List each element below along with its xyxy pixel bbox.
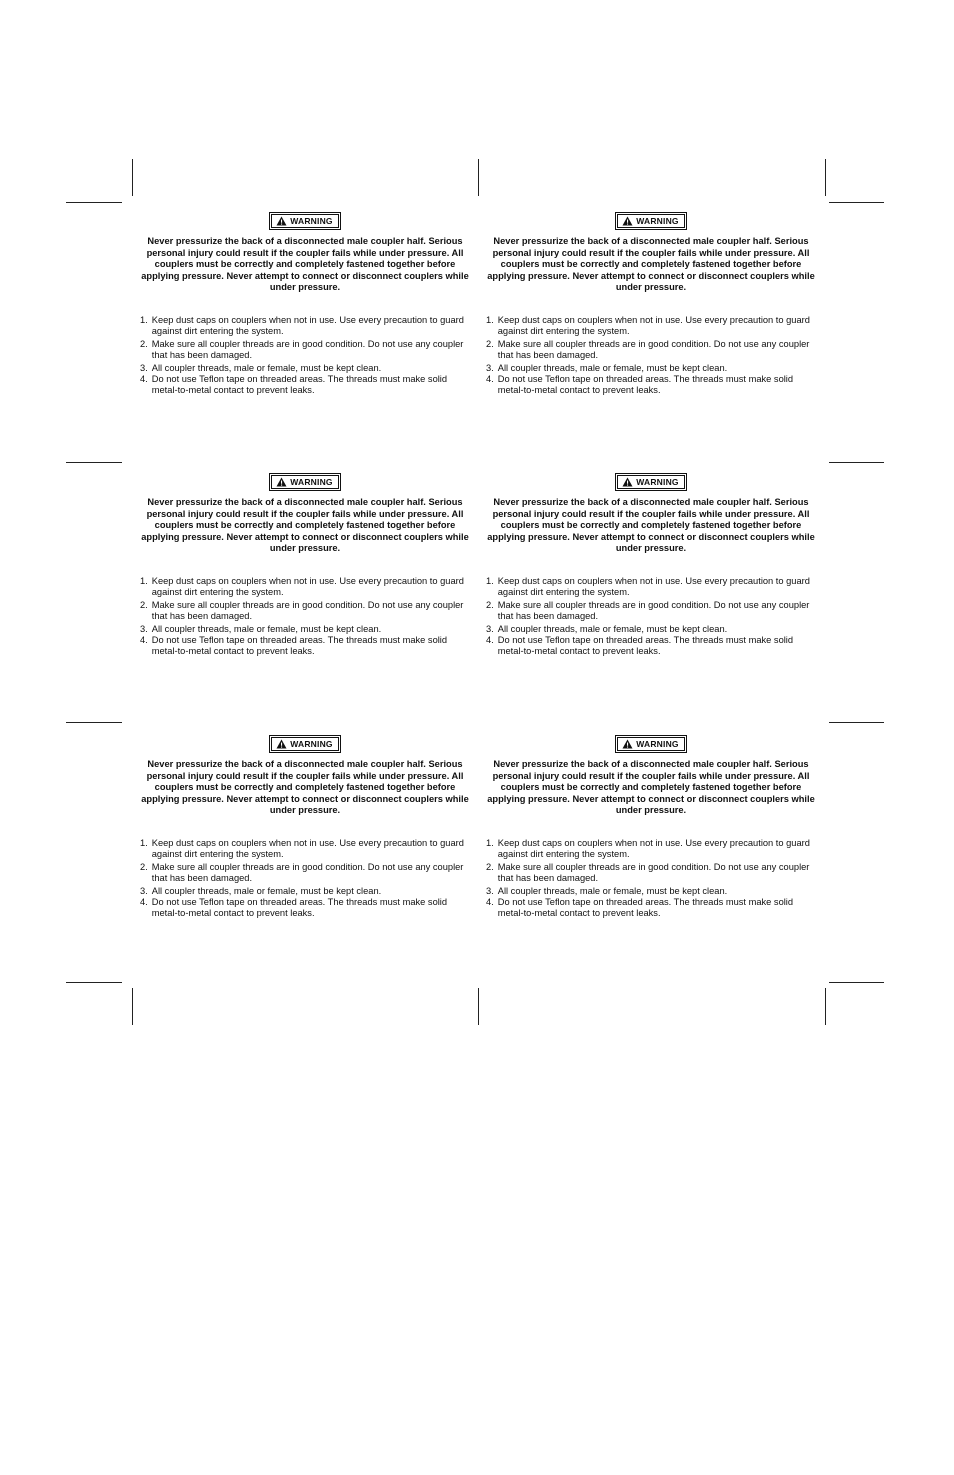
- instruction-item: [140, 315, 470, 338]
- warning-triangle-icon: [276, 216, 287, 226]
- instruction-item: [486, 838, 816, 861]
- crop-mark: [66, 982, 122, 983]
- item-number: 1.: [486, 575, 494, 586]
- warning-badge-text: WARNING: [636, 216, 679, 226]
- item-number: 3.: [486, 623, 494, 634]
- item-text: Keep dust caps on couplers when not in use. Use every precaution to guard against dirt entering the system.: [497, 314, 810, 336]
- item-text: All coupler threads, male or female, must be kept clean.: [497, 885, 728, 896]
- item-text: Do not use Teflon tape on threaded areas. The threads must make solid metal-to-metal contact to prevent leaks.: [151, 634, 448, 657]
- item-number: 3.: [486, 885, 494, 896]
- instruction-list: [486, 576, 816, 658]
- item-number: 2.: [140, 861, 148, 872]
- item-number: 3.: [140, 362, 148, 373]
- instruction-item: [486, 374, 816, 397]
- crop-mark: [66, 722, 122, 723]
- instruction-item: [140, 862, 470, 885]
- warning-message: Never pressurize the back of a disconnected male coupler half. Serious personal injury could result if the coupler fails while under pressure. All couplers must be correctly and completely fastened together before applying pressure. Never attempt to connect or disconnect couplers while under pressure.: [487, 236, 815, 292]
- label-row-3-left: [140, 735, 470, 920]
- item-text: All coupler threads, male or female, must be kept clean.: [151, 623, 382, 634]
- item-number: 4.: [140, 634, 148, 645]
- warning-message: Never pressurize the back of a disconnected male coupler half. Serious personal injury could result if the coupler fails while under pressure. All couplers must be correctly and completely fastened together before applying pressure. Never attempt to connect or disconnect couplers while under pressure.: [141, 497, 469, 553]
- item-number: 4.: [486, 373, 494, 384]
- instruction-list: [486, 838, 816, 920]
- instruction-item: [140, 600, 470, 623]
- item-text: Do not use Teflon tape on threaded areas. The threads must make solid metal-to-metal contact to prevent leaks.: [497, 634, 794, 657]
- item-number: 1.: [140, 837, 148, 848]
- item-number: 2.: [140, 338, 148, 349]
- label-row-2-left: [140, 473, 470, 658]
- item-text: All coupler threads, male or female, must be kept clean.: [497, 623, 728, 634]
- instruction-list: [140, 838, 470, 920]
- crop-mark: [829, 982, 884, 983]
- crop-mark: [825, 988, 826, 1025]
- instruction-item: [486, 576, 816, 599]
- warning-badge: [615, 473, 686, 491]
- warning-triangle-icon: [276, 739, 287, 749]
- item-text: Keep dust caps on couplers when not in use. Use every precaution to guard against dirt entering the system.: [151, 837, 464, 859]
- instruction-list: [140, 315, 470, 397]
- crop-mark: [478, 159, 479, 196]
- item-number: 4.: [486, 634, 494, 645]
- label-row-1-left: [140, 212, 470, 397]
- item-text: Make sure all coupler threads are in good condition. Do not use any coupler that has been damaged.: [151, 861, 464, 883]
- item-text: Make sure all coupler threads are in good condition. Do not use any coupler that has been damaged.: [497, 599, 810, 621]
- warning-message: Never pressurize the back of a disconnected male coupler half. Serious personal injury could result if the coupler fails while under pressure. All couplers must be correctly and completely fastened together before applying pressure. Never attempt to connect or disconnect couplers while under pressure.: [141, 236, 469, 292]
- item-text: All coupler threads, male or female, must be kept clean.: [497, 362, 728, 373]
- instruction-list: [486, 315, 816, 397]
- item-text: Make sure all coupler threads are in good condition. Do not use any coupler that has been damaged.: [497, 861, 810, 883]
- warning-badge-text: WARNING: [290, 216, 333, 226]
- item-number: 2.: [486, 338, 494, 349]
- crop-mark: [66, 202, 122, 203]
- item-text: Make sure all coupler threads are in good condition. Do not use any coupler that has been damaged.: [497, 338, 810, 360]
- item-number: 3.: [486, 362, 494, 373]
- instruction-item: [140, 897, 470, 920]
- crop-mark: [132, 159, 133, 196]
- crop-mark: [829, 202, 884, 203]
- warning-badge-text: WARNING: [290, 477, 333, 487]
- crop-mark: [825, 159, 826, 196]
- warning-badge-text: WARNING: [290, 739, 333, 749]
- instruction-item: [486, 600, 816, 623]
- warning-triangle-icon: [622, 739, 633, 749]
- instruction-item: [140, 339, 470, 362]
- warning-message: Never pressurize the back of a disconnected male coupler half. Serious personal injury could result if the coupler fails while under pressure. All couplers must be correctly and completely fastened together before applying pressure. Never attempt to connect or disconnect couplers while under pressure.: [487, 759, 815, 815]
- instruction-item: [486, 624, 816, 635]
- item-text: Make sure all coupler threads are in good condition. Do not use any coupler that has been damaged.: [151, 599, 464, 621]
- instruction-item: [140, 838, 470, 861]
- item-text: Do not use Teflon tape on threaded areas. The threads must make solid metal-to-metal contact to prevent leaks.: [151, 896, 448, 919]
- instruction-item: [140, 576, 470, 599]
- crop-mark: [478, 988, 479, 1025]
- warning-triangle-icon: [622, 216, 633, 226]
- item-text: Do not use Teflon tape on threaded areas. The threads must make solid metal-to-metal contact to prevent leaks.: [497, 373, 794, 396]
- item-text: Keep dust caps on couplers when not in use. Use every precaution to guard against dirt entering the system.: [151, 575, 464, 597]
- crop-mark: [132, 988, 133, 1025]
- instruction-item: [486, 897, 816, 920]
- instruction-item: [486, 635, 816, 658]
- warning-badge: [269, 473, 340, 491]
- crop-mark: [829, 462, 884, 463]
- instruction-item: [140, 374, 470, 397]
- warning-badge-text: WARNING: [636, 739, 679, 749]
- warning-badge: [269, 212, 340, 230]
- item-text: Make sure all coupler threads are in good condition. Do not use any coupler that has been damaged.: [151, 338, 464, 360]
- item-number: 1.: [486, 837, 494, 848]
- item-text: Keep dust caps on couplers when not in use. Use every precaution to guard against dirt entering the system.: [151, 314, 464, 336]
- item-number: 2.: [486, 599, 494, 610]
- label-row-2-right: [486, 473, 816, 658]
- item-number: 1.: [140, 314, 148, 325]
- warning-message: Never pressurize the back of a disconnected male coupler half. Serious personal injury could result if the coupler fails while under pressure. All couplers must be correctly and completely fastened together before applying pressure. Never attempt to connect or disconnect couplers while under pressure.: [141, 759, 469, 815]
- item-number: 2.: [486, 861, 494, 872]
- instruction-item: [486, 886, 816, 897]
- item-text: Keep dust caps on couplers when not in use. Use every precaution to guard against dirt entering the system.: [497, 575, 810, 597]
- instruction-item: [486, 315, 816, 338]
- item-number: 2.: [140, 599, 148, 610]
- crop-mark: [66, 462, 122, 463]
- instruction-item: [140, 363, 470, 374]
- item-text: Do not use Teflon tape on threaded areas. The threads must make solid metal-to-metal contact to prevent leaks.: [151, 373, 448, 396]
- item-number: 1.: [486, 314, 494, 325]
- warning-badge: [615, 212, 686, 230]
- warning-triangle-icon: [276, 477, 287, 487]
- instruction-item: [486, 363, 816, 374]
- item-text: Keep dust caps on couplers when not in use. Use every precaution to guard against dirt entering the system.: [497, 837, 810, 859]
- item-number: 4.: [486, 896, 494, 907]
- instruction-item: [140, 886, 470, 897]
- item-text: All coupler threads, male or female, must be kept clean.: [151, 362, 382, 373]
- item-number: 4.: [140, 896, 148, 907]
- item-number: 4.: [140, 373, 148, 384]
- item-text: All coupler threads, male or female, must be kept clean.: [151, 885, 382, 896]
- item-number: 3.: [140, 885, 148, 896]
- crop-mark: [829, 722, 884, 723]
- item-text: Do not use Teflon tape on threaded areas. The threads must make solid metal-to-metal contact to prevent leaks.: [497, 896, 794, 919]
- label-row-1-right: [486, 212, 816, 397]
- instruction-item: [486, 862, 816, 885]
- warning-message: Never pressurize the back of a disconnected male coupler half. Serious personal injury could result if the coupler fails while under pressure. All couplers must be correctly and completely fastened together before applying pressure. Never attempt to connect or disconnect couplers while under pressure.: [487, 497, 815, 553]
- warning-badge: [615, 735, 686, 753]
- warning-badge: [269, 735, 340, 753]
- label-row-3-right: [486, 735, 816, 920]
- warning-badge-text: WARNING: [636, 477, 679, 487]
- instruction-list: [140, 576, 470, 658]
- warning-triangle-icon: [622, 477, 633, 487]
- item-number: 3.: [140, 623, 148, 634]
- instruction-item: [486, 339, 816, 362]
- instruction-item: [140, 635, 470, 658]
- item-number: 1.: [140, 575, 148, 586]
- instruction-item: [140, 624, 470, 635]
